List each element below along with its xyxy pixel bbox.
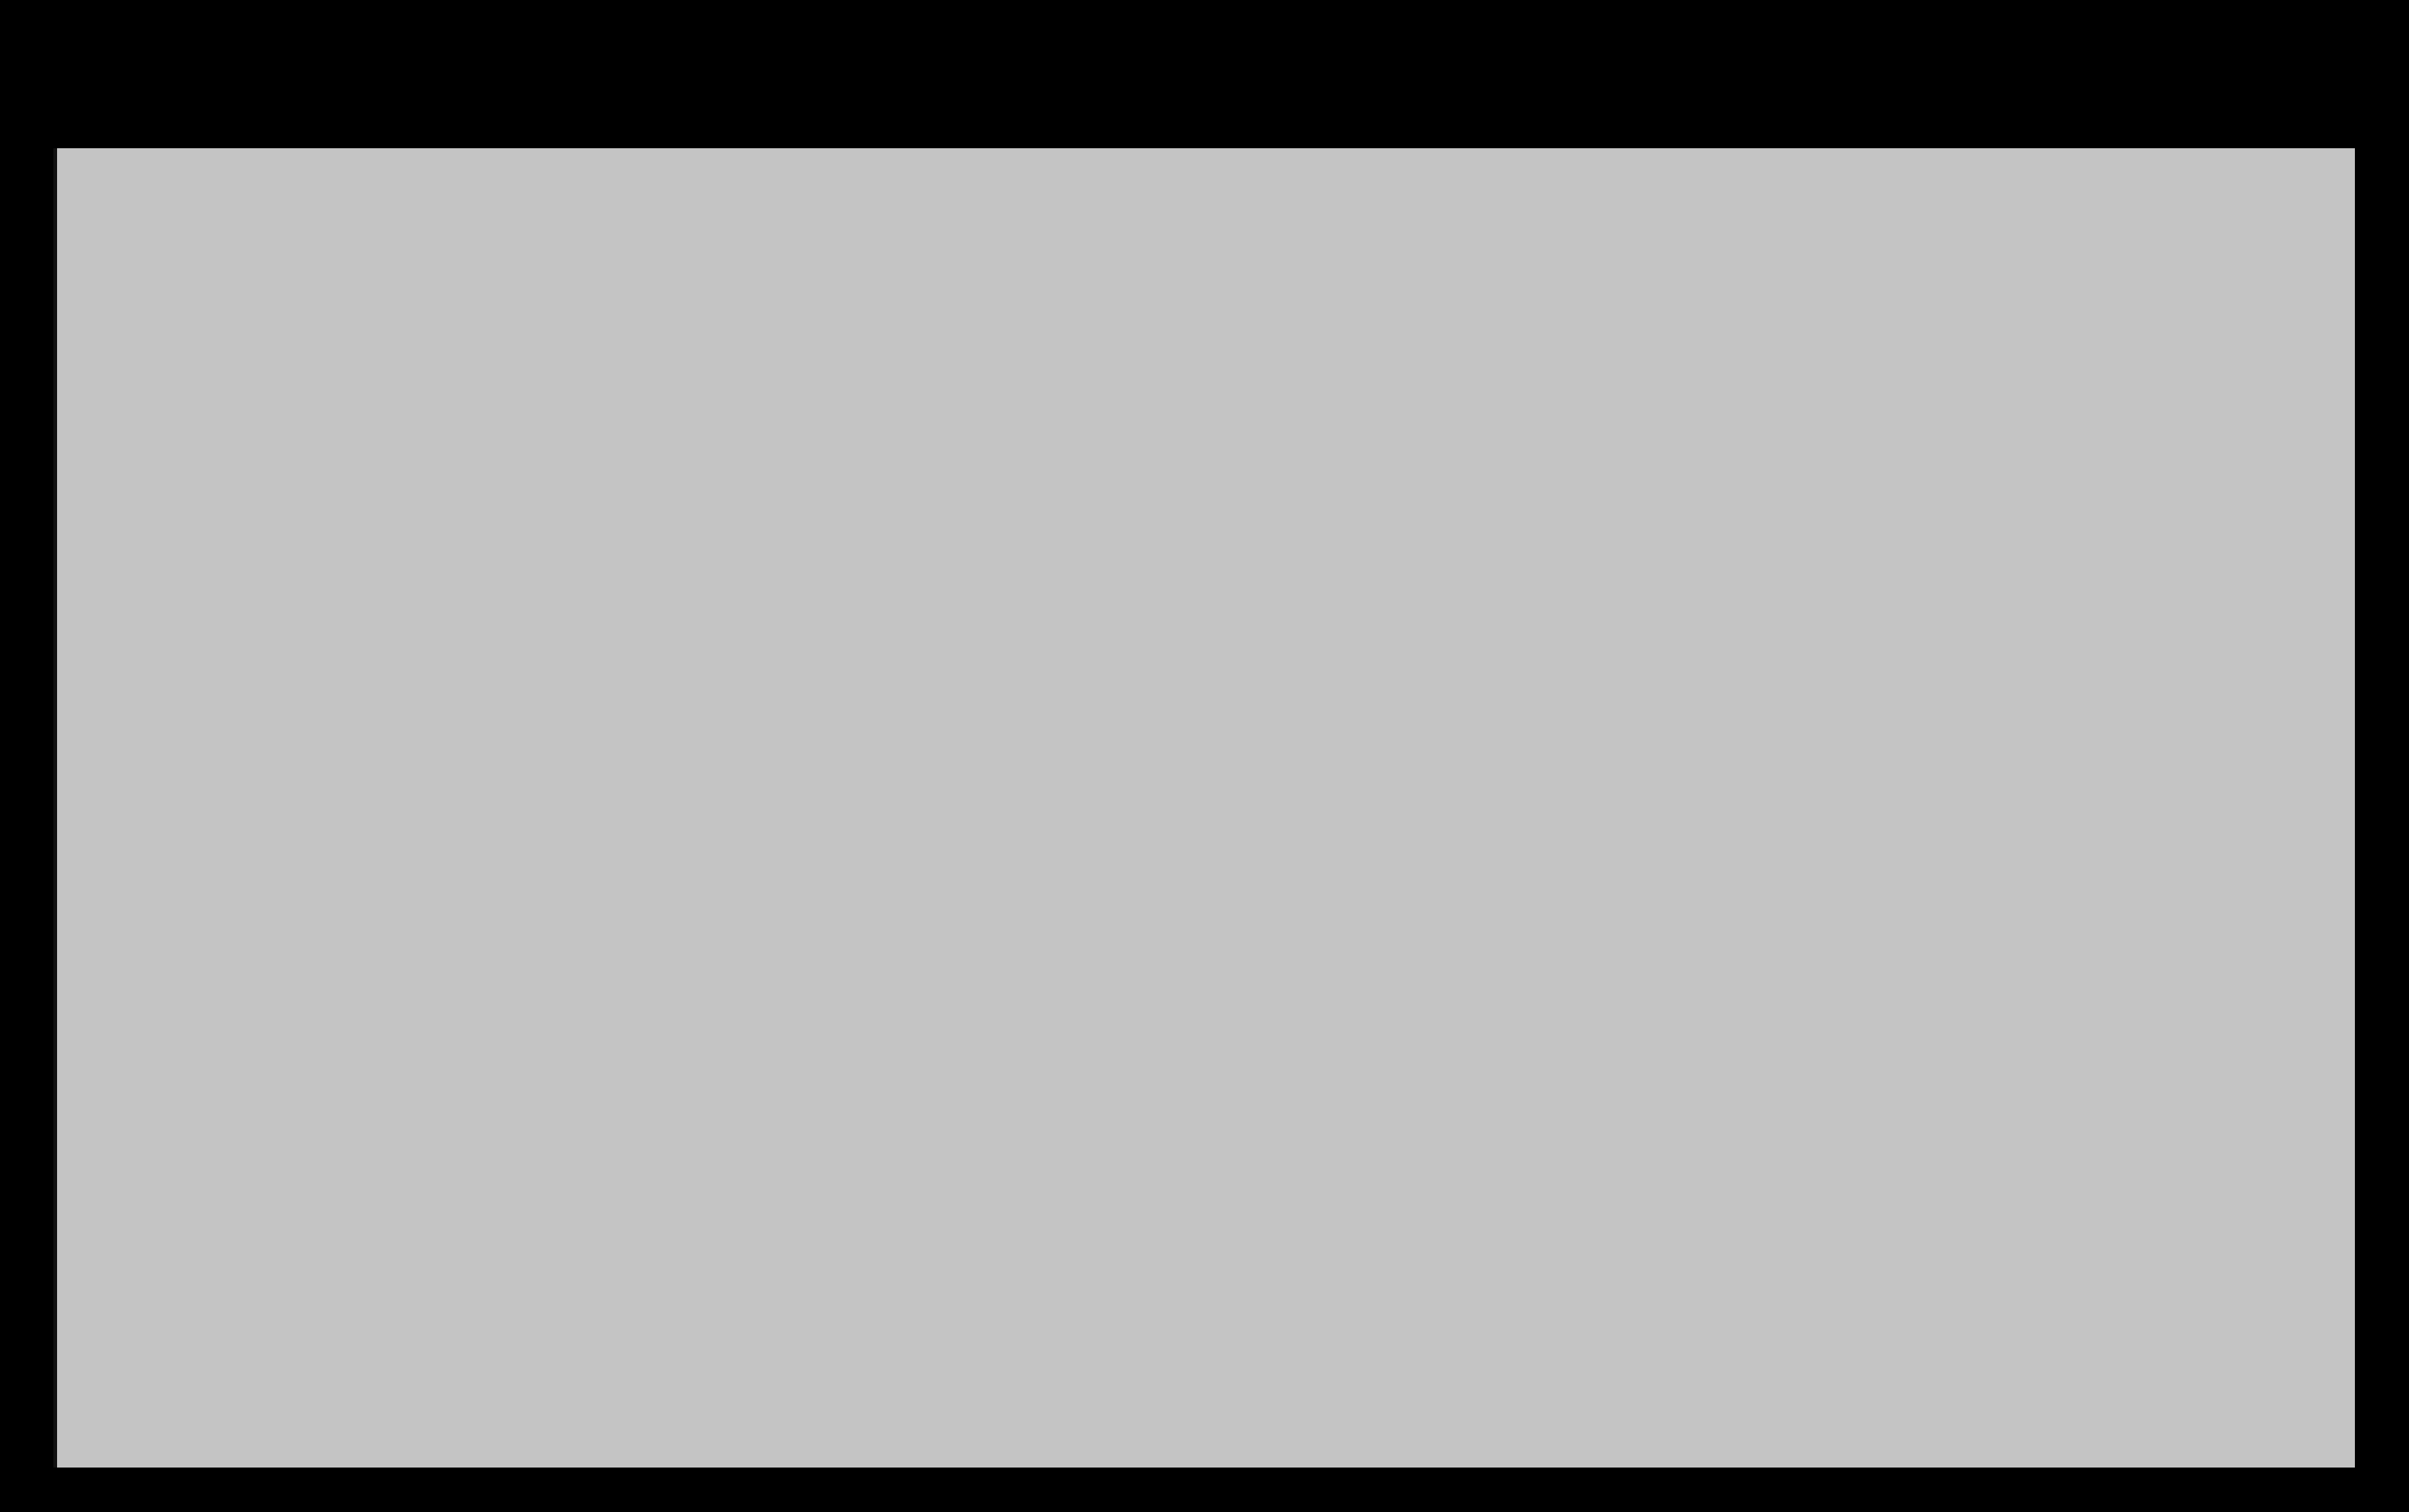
census-card (53, 148, 2355, 1468)
